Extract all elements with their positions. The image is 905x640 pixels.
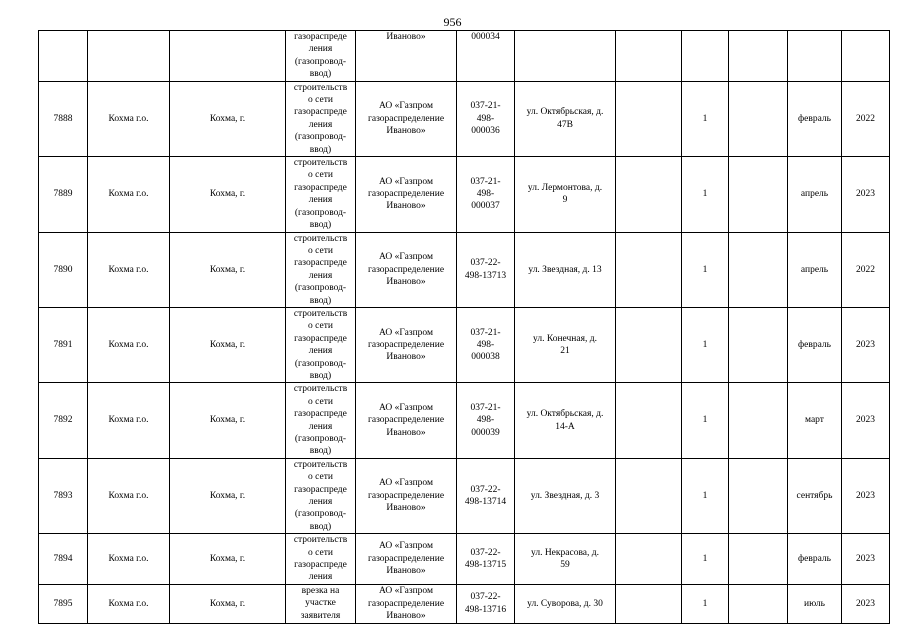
table-row	[39, 81, 890, 156]
cell-count: 1	[682, 157, 729, 232]
cell-empty	[729, 534, 788, 585]
cell-count: 1	[682, 584, 729, 623]
cell-count: 1	[682, 81, 729, 156]
cell-municipality: Кохма г.о.	[88, 307, 170, 382]
table-row	[39, 157, 890, 232]
cell-type: строительств о сети газораспреде ления (газопровод- ввод)	[286, 458, 356, 533]
cell-municipality	[88, 31, 170, 82]
cell-address: ул. Октябрьская, д. 47В	[515, 81, 616, 156]
cell-month: апрель	[788, 232, 842, 307]
cell-month: февраль	[788, 534, 842, 585]
cell-empty	[616, 458, 682, 533]
table-row-continuation	[39, 31, 890, 82]
table-row	[39, 307, 890, 382]
cell-year	[842, 31, 890, 82]
cell-empty	[616, 534, 682, 585]
cell-type: врезка на участке заявителя	[286, 584, 356, 623]
cell-empty	[616, 584, 682, 623]
table-row	[39, 383, 890, 458]
cell-empty	[729, 584, 788, 623]
cell-type: газораспреде ления (газопровод- ввод)	[286, 31, 356, 82]
cell-count	[682, 31, 729, 82]
cell-empty	[729, 307, 788, 382]
cell-organization: АО «Газпром газораспределение Иваново»	[356, 584, 457, 623]
cell-month: июль	[788, 584, 842, 623]
cell-empty	[616, 383, 682, 458]
cell-code: 037-22- 498-13713	[457, 232, 515, 307]
cell-type: строительств о сети газораспреде ления (газопровод- ввод)	[286, 157, 356, 232]
cell-empty	[729, 383, 788, 458]
cell-num: 7892	[39, 383, 88, 458]
cell-organization: АО «Газпром газораспределение Иваново»	[356, 307, 457, 382]
cell-month: апрель	[788, 157, 842, 232]
cell-empty	[729, 157, 788, 232]
cell-empty	[616, 232, 682, 307]
cell-year: 2022	[842, 232, 890, 307]
table-row	[39, 534, 890, 585]
cell-empty	[729, 458, 788, 533]
cell-address: ул. Лермонтова, д. 9	[515, 157, 616, 232]
cell-municipality: Кохма г.о.	[88, 534, 170, 585]
cell-settlement: Кохма, г.	[170, 534, 286, 585]
cell-type: строительств о сети газораспреде ления (газопровод- ввод)	[286, 81, 356, 156]
cell-municipality: Кохма г.о.	[88, 232, 170, 307]
cell-empty	[729, 232, 788, 307]
cell-year: 2022	[842, 81, 890, 156]
cell-code: 037-21- 498- 000039	[457, 383, 515, 458]
cell-settlement: Кохма, г.	[170, 157, 286, 232]
cell-address: ул. Некрасова, д. 59	[515, 534, 616, 585]
cell-year: 2023	[842, 383, 890, 458]
cell-settlement: Кохма, г.	[170, 307, 286, 382]
cell-type: строительств о сети газораспреде ления (газопровод- ввод)	[286, 232, 356, 307]
cell-organization: АО «Газпром газораспределение Иваново»	[356, 458, 457, 533]
cell-organization: АО «Газпром газораспределение Иваново»	[356, 157, 457, 232]
cell-month: февраль	[788, 307, 842, 382]
cell-organization: Иваново»	[356, 31, 457, 82]
cell-month: сентябрь	[788, 458, 842, 533]
cell-count: 1	[682, 307, 729, 382]
table-row	[39, 458, 890, 533]
cell-code: 037-21- 498- 000037	[457, 157, 515, 232]
cell-empty	[729, 81, 788, 156]
cell-organization: АО «Газпром газораспределение Иваново»	[356, 534, 457, 585]
cell-settlement	[170, 31, 286, 82]
cell-address: ул. Суворова, д. 30	[515, 584, 616, 623]
cell-municipality: Кохма г.о.	[88, 458, 170, 533]
cell-num: 7890	[39, 232, 88, 307]
cell-count: 1	[682, 534, 729, 585]
cell-address: ул. Конечная, д. 21	[515, 307, 616, 382]
cell-empty	[616, 81, 682, 156]
cell-empty	[729, 31, 788, 82]
cell-month	[788, 31, 842, 82]
cell-code: 037-21- 498- 000038	[457, 307, 515, 382]
cell-num: 7888	[39, 81, 88, 156]
cell-month: март	[788, 383, 842, 458]
cell-municipality: Кохма г.о.	[88, 584, 170, 623]
cell-municipality: Кохма г.о.	[88, 157, 170, 232]
cell-type: строительств о сети газораспреде ления	[286, 534, 356, 585]
cell-num	[39, 31, 88, 82]
cell-address	[515, 31, 616, 82]
cell-municipality: Кохма г.о.	[88, 383, 170, 458]
cell-address: ул. Звездная, д. 13	[515, 232, 616, 307]
cell-empty	[616, 31, 682, 82]
table-row	[39, 584, 890, 623]
cell-settlement: Кохма, г.	[170, 81, 286, 156]
registry-table	[38, 30, 890, 624]
cell-type: строительств о сети газораспреде ления (газопровод- ввод)	[286, 383, 356, 458]
cell-code: 037-21- 498- 000036	[457, 81, 515, 156]
cell-empty	[616, 157, 682, 232]
cell-organization: АО «Газпром газораспределение Иваново»	[356, 81, 457, 156]
table-row	[39, 232, 890, 307]
cell-settlement: Кохма, г.	[170, 383, 286, 458]
cell-settlement: Кохма, г.	[170, 458, 286, 533]
page-number: 956	[443, 15, 462, 29]
cell-organization: АО «Газпром газораспределение Иваново»	[356, 232, 457, 307]
cell-code: 037-22- 498-13714	[457, 458, 515, 533]
cell-year: 2023	[842, 584, 890, 623]
cell-organization: АО «Газпром газораспределение Иваново»	[356, 383, 457, 458]
cell-year: 2023	[842, 307, 890, 382]
cell-num: 7895	[39, 584, 88, 623]
cell-year: 2023	[842, 458, 890, 533]
cell-address: ул. Октябрьская, д. 14-А	[515, 383, 616, 458]
cell-address: ул. Звездная, д. 3	[515, 458, 616, 533]
cell-code: 037-22- 498-13715	[457, 534, 515, 585]
cell-num: 7894	[39, 534, 88, 585]
cell-year: 2023	[842, 157, 890, 232]
cell-type: строительств о сети газораспреде ления (газопровод- ввод)	[286, 307, 356, 382]
cell-empty	[616, 307, 682, 382]
cell-month: февраль	[788, 81, 842, 156]
cell-code: 037-22- 498-13716	[457, 584, 515, 623]
cell-code: 000034	[457, 31, 515, 82]
cell-num: 7891	[39, 307, 88, 382]
cell-settlement: Кохма, г.	[170, 232, 286, 307]
cell-count: 1	[682, 383, 729, 458]
cell-municipality: Кохма г.о.	[88, 81, 170, 156]
cell-num: 7893	[39, 458, 88, 533]
cell-year: 2023	[842, 534, 890, 585]
cell-count: 1	[682, 232, 729, 307]
cell-settlement: Кохма, г.	[170, 584, 286, 623]
cell-count: 1	[682, 458, 729, 533]
cell-num: 7889	[39, 157, 88, 232]
